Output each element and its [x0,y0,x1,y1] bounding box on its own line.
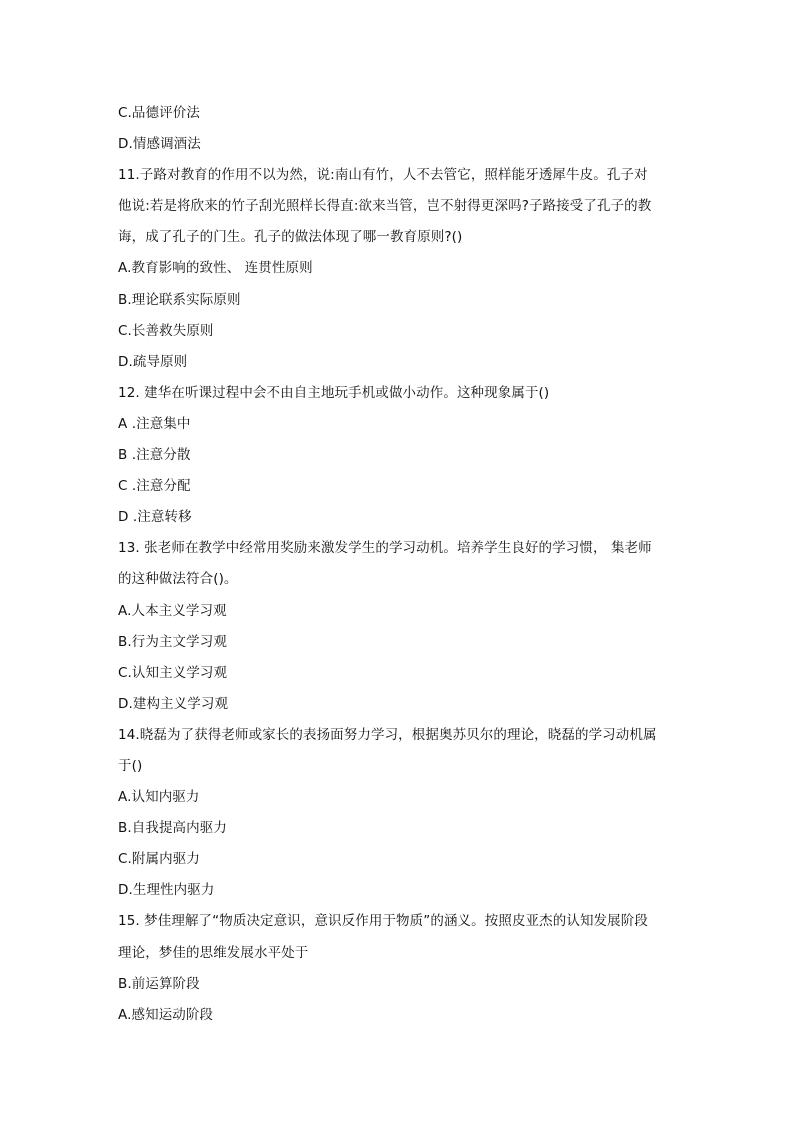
option-a-q12: A .注意集中 [118,415,191,432]
question-14-line-1: 14.晓磊为了获得老师或家长的表扬面努力学习，根据奥苏贝尔的理论，晓磊的学习动机属 [118,726,657,743]
question-15-line-2: 理论，梦佳的思维发展水平处于 [118,944,309,961]
option-d-q10: D.情感调酒法 [118,136,201,153]
option-d-q14: D.生理性内驱力 [118,882,215,899]
option-b-q14: B.自我提高内驱力 [118,820,227,837]
option-d-q11: D.疏导原则 [118,353,188,370]
option-c-q12: C .注意分配 [118,478,191,495]
question-14-line-2: 于() [118,757,143,774]
question-15-line-1: 15. 梦佳理解了“物质决定意识，意识反作用于物质”的涵义。按照皮亚杰的认知发展阶段 [118,913,648,930]
option-c-q11: C.长善救失原则 [118,322,214,339]
question-11-line-3: 诲，成了孔子的门生。孔子的做法体现了哪一教育原则?() [118,229,463,246]
option-a-q13: A.人本主义学习观 [118,602,227,619]
option-a-q14: A.认知内驱力 [118,789,200,806]
question-11-line-1: 11.子路对教育的作用不以为然，说:南山有竹，人不去管它，照样能牙透犀牛皮。孔子对 [118,167,648,184]
document-body [118,102,678,1035]
question-13-line-2: 的这种做法符合()。 [118,571,238,588]
option-c-q10: C.品德评价法 [118,105,200,121]
option-d-q12: D .注意转移 [118,509,192,526]
option-b-q15: B.前运算阶段 [118,975,200,992]
question-11-line-2: 他说:若是将欣来的竹子刮光照样长得直:欲来当管，岂不射得更深吗?子路接受了孔子的教 [118,198,652,215]
question-12: 12. 建华在听课过程中会不由自主地玩手机或做小动作。这种现象属于() [118,384,550,401]
option-a-q11: A.教育影响的致性、 连贯性原则 [118,260,313,277]
option-b-q12: B .注意分散 [118,447,191,464]
question-13-line-1: 13. 张老师在教学中经常用奖励来激发学生的学习动机。培养学生良好的学习惯， 集老师 [118,540,652,557]
option-b-q11: B.理论联系实际原则 [118,291,241,308]
option-d-q13: D.建构主义学习观 [118,695,229,712]
option-a-q15: A.感知运动阶段 [118,1006,214,1023]
option-c-q13: C.认知主义学习观 [118,664,228,681]
option-b-q13: B.行为主文学习观 [118,633,227,650]
option-c-q14: C.附属内驱力 [118,851,200,868]
